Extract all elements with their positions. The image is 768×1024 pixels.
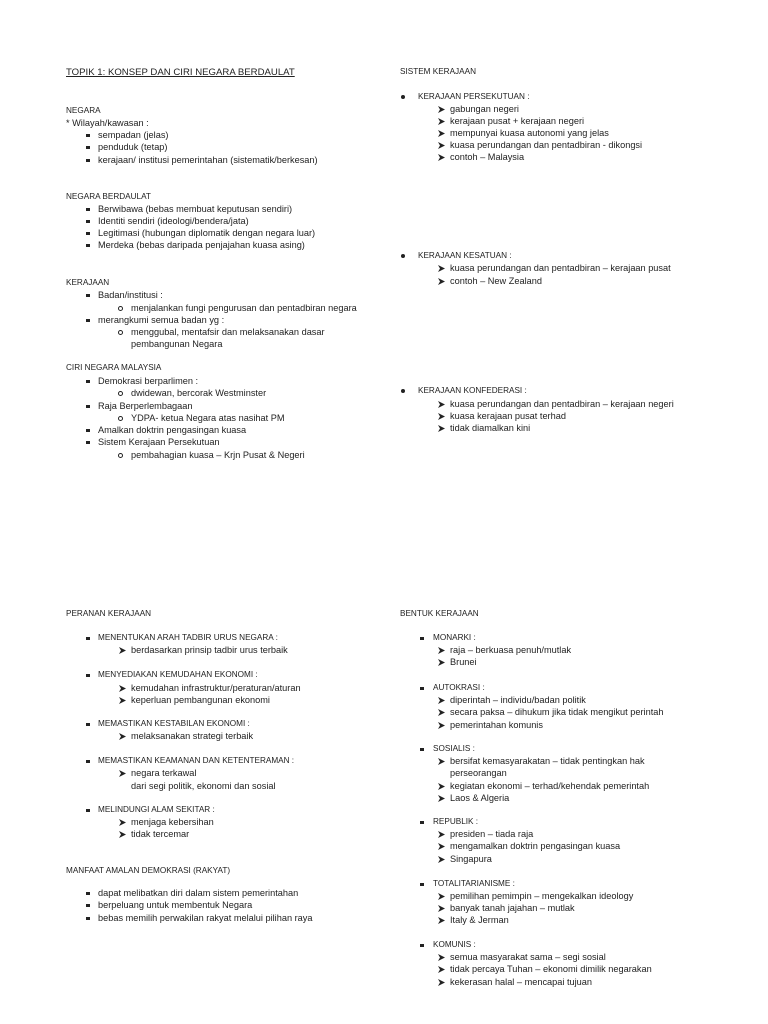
sub-list-item <box>450 706 663 718</box>
sub-list-item-text: kuasa perundangan dan pentadbiran – kerajaan pusat <box>450 263 671 273</box>
sub-list-item-text: Brunei <box>450 657 477 667</box>
sub-list-item <box>450 840 620 852</box>
list-item-text: MENENTUKAN ARAH TADBIR URUS NEGARA : <box>98 633 278 642</box>
sub-list-item <box>450 755 645 767</box>
list-item <box>98 375 198 387</box>
list-item-text: sempadan (jelas) <box>98 130 169 140</box>
list-item-text: MEMASTIKAN KEAMANAN DAN KETENTERAMAN : <box>98 756 295 765</box>
sub-list-item-text: Laos & Algeria <box>450 793 510 803</box>
arrow-bullet-icon <box>119 770 126 777</box>
sub-list-item <box>450 902 575 914</box>
list-item <box>433 632 476 644</box>
sub-list-item <box>131 767 196 779</box>
list-item-text: KERAJAAN KONFEDERASI : <box>418 386 527 395</box>
square-bullet-icon <box>86 294 90 298</box>
arrow-bullet-icon <box>438 106 445 113</box>
sub-list-item-text: gabungan negeri <box>450 104 519 114</box>
sub-list-item <box>131 694 270 706</box>
sub-list-item <box>450 780 649 792</box>
list-item <box>418 91 529 103</box>
sub-list-item <box>131 682 301 694</box>
circle-bullet-icon <box>118 416 123 421</box>
list-item-text: KOMUNIS : <box>433 940 476 949</box>
list-item-text: Raja Berperlembagaan <box>98 401 193 411</box>
sub-list-item <box>450 398 674 410</box>
sub-list-item-text: kerajaan pusat + kerajaan negeri <box>450 116 585 126</box>
square-bullet-icon <box>86 674 90 678</box>
list-item <box>98 669 258 681</box>
list-item <box>98 804 215 816</box>
sub-list-item-continuation: dari segi politik, ekonomi dan sosial <box>131 781 276 791</box>
square-bullet-icon <box>86 723 90 727</box>
sub-list-item <box>450 103 519 115</box>
sub-list-item <box>450 963 652 975</box>
square-bullet-icon <box>86 441 90 445</box>
sub-list-item <box>450 115 584 127</box>
sub-list-item-text: menjalankan fungi pengurusan dan pentadbiran negara <box>131 303 357 313</box>
list-item-text: MELINDUNGI ALAM SEKITAR : <box>98 805 215 814</box>
arrow-bullet-icon <box>438 130 445 137</box>
list-item <box>98 436 220 448</box>
arrow-bullet-icon <box>438 647 445 654</box>
square-bullet-icon <box>86 637 90 641</box>
arrow-bullet-icon <box>438 697 445 704</box>
sub-list-item <box>131 730 253 742</box>
sub-list-item-continuation: perseorangan <box>450 768 507 778</box>
sub-list-item-continuation: pembangunan Negara <box>131 339 223 349</box>
list-item <box>98 129 168 141</box>
sub-list-item <box>131 816 214 828</box>
list-item <box>98 289 163 301</box>
list-item-text: TOTALITARIANISME : <box>433 879 515 888</box>
sub-list-item <box>450 410 566 422</box>
list-item-text: kerajaan/ institusi pemerintahan (sistematik/berkesan) <box>98 155 318 165</box>
sub-list-item-text: mempunyai kuasa autonomi yang jelas <box>450 128 609 138</box>
sub-list-item <box>450 890 633 902</box>
list-item-text: MONARKI : <box>433 633 476 642</box>
sub-list-item-text: keperluan pembangunan ekonomi <box>131 695 270 705</box>
square-bullet-icon <box>86 429 90 433</box>
sub-list-item-text: raja – berkuasa penuh/mutlak <box>450 645 572 655</box>
list-item <box>98 239 305 251</box>
arrow-bullet-icon <box>438 118 445 125</box>
sub-list-item <box>450 914 509 926</box>
list-item-text: KERAJAAN PERSEKUTUAN : <box>418 92 530 101</box>
arrow-bullet-icon <box>438 709 445 716</box>
sub-list-item-text: tidak tercemar <box>131 829 190 839</box>
sub-list-item <box>450 151 524 163</box>
list-item-text: Demokrasi berparlimen : <box>98 376 199 386</box>
square-bullet-icon <box>86 809 90 813</box>
sub-list-item-text: menggubal, mentafsir dan melaksanakan dasar <box>131 327 325 337</box>
sub-list-item <box>450 139 642 151</box>
square-bullet-icon <box>86 405 90 409</box>
sub-list-item <box>131 412 285 424</box>
circle-bullet-icon <box>118 306 123 311</box>
list-item <box>98 718 250 730</box>
square-bullet-icon <box>420 748 424 752</box>
arrow-bullet-icon <box>438 722 445 729</box>
arrow-bullet-icon <box>438 905 445 912</box>
section-heading-kerajaan: KERAJAAN <box>66 278 110 287</box>
arrow-bullet-icon <box>119 647 126 654</box>
disc-bullet-icon <box>401 95 405 99</box>
list-item <box>98 141 167 153</box>
square-bullet-icon <box>86 917 90 921</box>
list-item <box>98 424 246 436</box>
square-bullet-icon <box>86 380 90 384</box>
arrow-bullet-icon <box>438 401 445 408</box>
arrow-bullet-icon <box>119 697 126 704</box>
list-item <box>418 250 512 262</box>
list-item <box>98 632 278 644</box>
list-item-text: REPUBLIK : <box>433 817 479 826</box>
sub-list-item-text: dwidewan, bercorak Westminster <box>131 388 267 398</box>
sub-list-item-text: secara paksa – dihukum jika tidak mengikut perintah <box>450 707 664 717</box>
arrow-bullet-icon <box>119 733 126 740</box>
disc-bullet-icon <box>401 389 405 393</box>
sub-list-item <box>450 422 530 434</box>
page-title: TOPIK 1: KONSEP DAN CIRI NEGARA BERDAULAT <box>66 67 295 78</box>
arrow-bullet-icon <box>438 966 445 973</box>
section-heading-sistem-kerajaan: SISTEM KERAJAAN <box>400 67 476 76</box>
square-bullet-icon <box>86 134 90 138</box>
circle-bullet-icon <box>118 453 123 458</box>
square-bullet-icon <box>86 244 90 248</box>
section-intro: * Wilayah/kawasan : <box>66 118 149 128</box>
square-bullet-icon <box>420 687 424 691</box>
list-item <box>98 755 294 767</box>
list-item-text: dapat melibatkan diri dalam sistem pemerintahan <box>98 888 299 898</box>
list-item <box>98 912 312 924</box>
list-item-text: KERAJAAN KESATUAN : <box>418 251 512 260</box>
sub-list-item <box>450 853 492 865</box>
sub-list-item-text: menjaga kebersihan <box>131 817 214 827</box>
square-bullet-icon <box>86 220 90 224</box>
list-item-text: penduduk (tetap) <box>98 142 168 152</box>
list-item <box>433 816 478 828</box>
sub-list-item <box>450 275 542 287</box>
square-bullet-icon <box>420 944 424 948</box>
sub-list-item-text: Italy & Jerman <box>450 915 509 925</box>
list-item-text: Identiti sendiri (ideologi/bendera/jata) <box>98 216 249 226</box>
list-item-text: merangkumi semua badan yg : <box>98 315 225 325</box>
sub-list-item <box>450 828 533 840</box>
section-heading-negara-berdaulat: NEGARA BERDAULAT <box>66 192 151 201</box>
arrow-bullet-icon <box>438 979 445 986</box>
sub-list-item-text: melaksanakan strategi terbaik <box>131 731 254 741</box>
sub-list-item <box>131 302 357 314</box>
list-item-text: Badan/institusi : <box>98 290 163 300</box>
sub-list-item <box>450 644 571 656</box>
sub-list-item-text: kuasa kerajaan pusat terhad <box>450 411 566 421</box>
arrow-bullet-icon <box>119 685 126 692</box>
list-item-text: Berwibawa (bebas membuat keputusan sendiri) <box>98 204 293 214</box>
sub-list-item-text: Singapura <box>450 854 492 864</box>
list-item-text: bebas memilih perwakilan rakyat melalui pilihan raya <box>98 913 313 923</box>
list-item <box>98 899 252 911</box>
arrow-bullet-icon <box>119 831 126 838</box>
sub-list-item-text: kegiatan ekonomi – terhad/kehendak pemerintah <box>450 781 650 791</box>
arrow-bullet-icon <box>438 659 445 666</box>
list-item <box>98 227 315 239</box>
section-heading-ciri-negara-malaysia: CIRI NEGARA MALAYSIA <box>66 363 162 372</box>
sub-list-item-text: contoh – New Zealand <box>450 276 542 286</box>
square-bullet-icon <box>86 208 90 212</box>
sub-list-item <box>450 127 609 139</box>
list-item <box>433 939 476 951</box>
arrow-bullet-icon <box>438 783 445 790</box>
arrow-bullet-icon <box>438 413 445 420</box>
sub-list-item-text: bersifat kemasyarakatan – tidak pentingkan hak <box>450 756 645 766</box>
sub-list-item <box>131 387 266 399</box>
sub-list-item-text: diperintah – individu/badan politik <box>450 695 586 705</box>
square-bullet-icon <box>86 146 90 150</box>
list-item-text: berpeluang untuk membentuk Negara <box>98 900 253 910</box>
arrow-bullet-icon <box>438 843 445 850</box>
list-item-text: AUTOKRASI : <box>433 683 485 692</box>
arrow-bullet-icon <box>438 831 445 838</box>
section-heading-negara: NEGARA <box>66 106 101 115</box>
square-bullet-icon <box>420 637 424 641</box>
arrow-bullet-icon <box>438 917 445 924</box>
arrow-bullet-icon <box>438 856 445 863</box>
sub-list-item-text: tidak diamalkan kini <box>450 423 531 433</box>
sub-list-item-text: pembahagian kuasa – Krjn Pusat & Negeri <box>131 450 305 460</box>
sub-list-item-text: mengamalkan doktrin pengasingan kuasa <box>450 841 621 851</box>
list-item <box>98 887 298 899</box>
sub-list-item <box>450 694 586 706</box>
sub-list-item <box>131 828 189 840</box>
sub-list-item-text: pemilihan pemimpin – mengekalkan ideology <box>450 891 634 901</box>
arrow-bullet-icon <box>438 425 445 432</box>
sub-list-item-text: pemerintahan komunis <box>450 720 543 730</box>
sub-list-item <box>450 792 509 804</box>
arrow-bullet-icon <box>438 278 445 285</box>
sub-list-item-text: contoh – Malaysia <box>450 152 525 162</box>
sub-list-item-text: tidak percaya Tuhan – ekonomi dimilik negarakan <box>450 964 652 974</box>
list-item-text: Legitimasi (hubungan diplomatik dengan negara luar) <box>98 228 316 238</box>
sub-list-item-text: kekerasan halal – mencapai tujuan <box>450 977 592 987</box>
square-bullet-icon <box>420 883 424 887</box>
list-item <box>433 682 485 694</box>
square-bullet-icon <box>86 232 90 236</box>
list-item-text: Merdeka (bebas daripada penjajahan kuasa asing) <box>98 240 305 250</box>
sub-list-item-text: YDPA- ketua Negara atas nasihat PM <box>131 413 285 423</box>
arrow-bullet-icon <box>438 758 445 765</box>
section-heading-manfaat-demokrasi: MANFAAT AMALAN DEMOKRASI (RAKYAT) <box>66 866 231 875</box>
square-bullet-icon <box>86 319 90 323</box>
list-item-text: SOSIALIS : <box>433 744 475 753</box>
arrow-bullet-icon <box>438 954 445 961</box>
list-item-text: MEMASTIKAN KESTABILAN EKONOMI : <box>98 719 250 728</box>
list-item <box>98 154 318 166</box>
list-item <box>98 314 224 326</box>
arrow-bullet-icon <box>438 154 445 161</box>
sub-list-item-text: kuasa perundangan dan pentadbiran - dikongsi <box>450 140 643 150</box>
sub-list-item <box>450 719 543 731</box>
sub-list-item-text: berdasarkan prinsip tadbir urus terbaik <box>131 645 288 655</box>
square-bullet-icon <box>86 159 90 163</box>
sub-list-item-text: kemudahan infrastruktur/peraturan/aturan <box>131 683 301 693</box>
sub-list-item-text: semua masyarakat sama – segi sosial <box>450 952 606 962</box>
list-item <box>98 400 193 412</box>
sub-list-item <box>131 644 288 656</box>
list-item <box>433 743 475 755</box>
disc-bullet-icon <box>401 254 405 258</box>
arrow-bullet-icon <box>438 795 445 802</box>
arrow-bullet-icon <box>438 142 445 149</box>
sub-list-item <box>131 326 325 338</box>
list-item-text: MENYEDIAKAN KEMUDAHAN EKONOMI : <box>98 670 258 679</box>
arrow-bullet-icon <box>438 265 445 272</box>
sub-list-item-text: banyak tanah jajahan – mutlak <box>450 903 575 913</box>
arrow-bullet-icon <box>119 819 126 826</box>
sub-list-item-text: presiden – tiada raja <box>450 829 534 839</box>
list-item <box>98 203 292 215</box>
sub-list-item <box>450 656 477 668</box>
square-bullet-icon <box>420 821 424 825</box>
square-bullet-icon <box>86 760 90 764</box>
square-bullet-icon <box>86 892 90 896</box>
arrow-bullet-icon <box>438 893 445 900</box>
sub-list-item-text: negara terkawal <box>131 768 197 778</box>
section-heading-peranan-kerajaan: PERANAN KERAJAAN <box>66 609 152 618</box>
sub-list-item <box>131 449 305 461</box>
list-item <box>433 878 515 890</box>
sub-list-item <box>450 262 671 274</box>
sub-list-item <box>450 976 592 988</box>
list-item <box>418 385 527 397</box>
section-heading-bentuk-kerajaan: BENTUK KERAJAAN <box>400 609 479 618</box>
list-item <box>98 215 249 227</box>
square-bullet-icon <box>86 904 90 908</box>
circle-bullet-icon <box>118 330 123 335</box>
list-item-text: Amalkan doktrin pengasingan kuasa <box>98 425 247 435</box>
circle-bullet-icon <box>118 391 123 396</box>
list-item-text: Sistem Kerajaan Persekutuan <box>98 437 220 447</box>
sub-list-item <box>450 951 606 963</box>
sub-list-item-text: kuasa perundangan dan pentadbiran – kerajaan negeri <box>450 399 674 409</box>
